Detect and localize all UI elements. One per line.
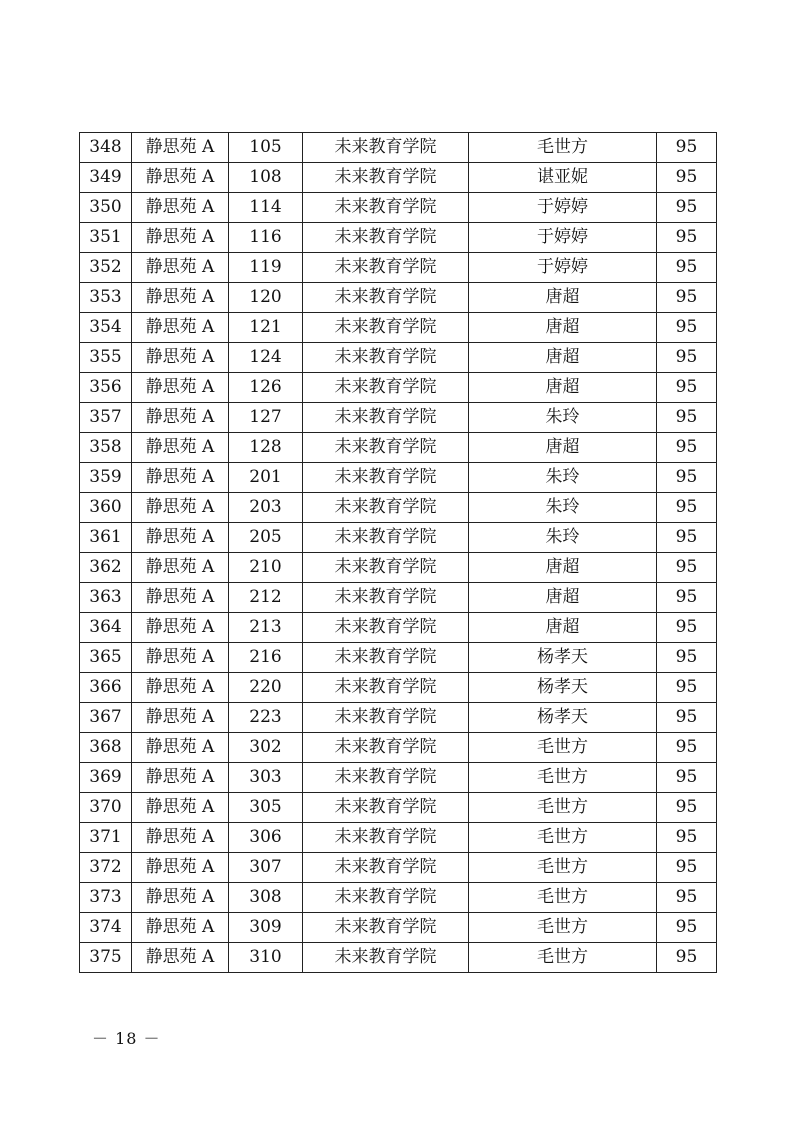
cell-building: 静思苑 A: [132, 703, 229, 733]
cell-score: 95: [657, 943, 717, 973]
cell-building: 静思苑 A: [132, 583, 229, 613]
cell-serial-number: 369: [80, 763, 132, 793]
cell-name: 毛世方: [469, 793, 657, 823]
cell-room-number: 108: [229, 163, 303, 193]
cell-serial-number: 365: [80, 643, 132, 673]
cell-name: 朱玲: [469, 463, 657, 493]
table-row: [80, 763, 717, 793]
cell-building: 静思苑 A: [132, 523, 229, 553]
cell-serial-number: 372: [80, 853, 132, 883]
table-row: [80, 583, 717, 613]
table-row: [80, 373, 717, 403]
cell-name: 于婷婷: [469, 223, 657, 253]
cell-college: 未来教育学院: [303, 403, 469, 433]
cell-name: 毛世方: [469, 853, 657, 883]
cell-serial-number: 370: [80, 793, 132, 823]
cell-name: 朱玲: [469, 403, 657, 433]
cell-name: 唐超: [469, 313, 657, 343]
cell-serial-number: 363: [80, 583, 132, 613]
cell-score: 95: [657, 673, 717, 703]
cell-serial-number: 349: [80, 163, 132, 193]
cell-room-number: 210: [229, 553, 303, 583]
table-row: [80, 343, 717, 373]
cell-college: 未来教育学院: [303, 433, 469, 463]
cell-room-number: 203: [229, 493, 303, 523]
cell-score: 95: [657, 553, 717, 583]
cell-college: 未来教育学院: [303, 373, 469, 403]
cell-name: 毛世方: [469, 133, 657, 163]
cell-serial-number: 355: [80, 343, 132, 373]
cell-serial-number: 348: [80, 133, 132, 163]
cell-score: 95: [657, 403, 717, 433]
table-row: [80, 193, 717, 223]
cell-score: 95: [657, 193, 717, 223]
cell-college: 未来教育学院: [303, 763, 469, 793]
cell-college: 未来教育学院: [303, 883, 469, 913]
cell-college: 未来教育学院: [303, 223, 469, 253]
cell-score: 95: [657, 793, 717, 823]
cell-college: 未来教育学院: [303, 253, 469, 283]
cell-college: 未来教育学院: [303, 793, 469, 823]
cell-building: 静思苑 A: [132, 763, 229, 793]
table-row: [80, 613, 717, 643]
cell-building: 静思苑 A: [132, 853, 229, 883]
table-row: [80, 883, 717, 913]
cell-name: 唐超: [469, 583, 657, 613]
cell-building: 静思苑 A: [132, 793, 229, 823]
cell-score: 95: [657, 373, 717, 403]
cell-serial-number: 354: [80, 313, 132, 343]
cell-building: 静思苑 A: [132, 643, 229, 673]
cell-college: 未来教育学院: [303, 163, 469, 193]
cell-building: 静思苑 A: [132, 373, 229, 403]
cell-name: 唐超: [469, 553, 657, 583]
table-row: [80, 943, 717, 973]
cell-college: 未来教育学院: [303, 463, 469, 493]
cell-score: 95: [657, 313, 717, 343]
cell-college: 未来教育学院: [303, 493, 469, 523]
cell-score: 95: [657, 913, 717, 943]
cell-name: 毛世方: [469, 913, 657, 943]
table-row: [80, 133, 717, 163]
table-row: [80, 913, 717, 943]
cell-room-number: 128: [229, 433, 303, 463]
cell-room-number: 223: [229, 703, 303, 733]
table-row: [80, 223, 717, 253]
table-body: [80, 133, 717, 973]
cell-score: 95: [657, 523, 717, 553]
cell-score: 95: [657, 883, 717, 913]
cell-name: 毛世方: [469, 733, 657, 763]
cell-building: 静思苑 A: [132, 883, 229, 913]
cell-serial-number: 356: [80, 373, 132, 403]
cell-building: 静思苑 A: [132, 253, 229, 283]
cell-score: 95: [657, 133, 717, 163]
cell-score: 95: [657, 583, 717, 613]
cell-name: 唐超: [469, 373, 657, 403]
cell-building: 静思苑 A: [132, 463, 229, 493]
table-row: [80, 673, 717, 703]
cell-score: 95: [657, 283, 717, 313]
cell-building: 静思苑 A: [132, 553, 229, 583]
table-row: [80, 253, 717, 283]
table-row: [80, 853, 717, 883]
cell-score: 95: [657, 223, 717, 253]
table-row: [80, 703, 717, 733]
cell-room-number: 216: [229, 643, 303, 673]
table-row: [80, 793, 717, 823]
cell-college: 未来教育学院: [303, 313, 469, 343]
cell-serial-number: 353: [80, 283, 132, 313]
cell-serial-number: 374: [80, 913, 132, 943]
cell-building: 静思苑 A: [132, 283, 229, 313]
cell-serial-number: 359: [80, 463, 132, 493]
cell-serial-number: 367: [80, 703, 132, 733]
cell-building: 静思苑 A: [132, 313, 229, 343]
cell-serial-number: 360: [80, 493, 132, 523]
cell-name: 于婷婷: [469, 253, 657, 283]
cell-score: 95: [657, 163, 717, 193]
table-row: [80, 283, 717, 313]
cell-college: 未来教育学院: [303, 583, 469, 613]
cell-name: 朱玲: [469, 523, 657, 553]
cell-college: 未来教育学院: [303, 343, 469, 373]
cell-building: 静思苑 A: [132, 733, 229, 763]
dormitory-score-table: [79, 132, 717, 973]
cell-serial-number: 352: [80, 253, 132, 283]
cell-serial-number: 368: [80, 733, 132, 763]
cell-serial-number: 351: [80, 223, 132, 253]
cell-room-number: 307: [229, 853, 303, 883]
cell-room-number: 121: [229, 313, 303, 343]
cell-college: 未来教育学院: [303, 913, 469, 943]
cell-college: 未来教育学院: [303, 943, 469, 973]
cell-building: 静思苑 A: [132, 913, 229, 943]
cell-college: 未来教育学院: [303, 193, 469, 223]
cell-room-number: 305: [229, 793, 303, 823]
cell-name: 杨孝天: [469, 703, 657, 733]
cell-college: 未来教育学院: [303, 613, 469, 643]
cell-room-number: 310: [229, 943, 303, 973]
cell-score: 95: [657, 703, 717, 733]
cell-score: 95: [657, 463, 717, 493]
cell-name: 毛世方: [469, 943, 657, 973]
cell-college: 未来教育学院: [303, 133, 469, 163]
cell-room-number: 116: [229, 223, 303, 253]
cell-room-number: 120: [229, 283, 303, 313]
cell-serial-number: 364: [80, 613, 132, 643]
cell-room-number: 127: [229, 403, 303, 433]
cell-name: 杨孝天: [469, 673, 657, 703]
cell-score: 95: [657, 763, 717, 793]
cell-room-number: 212: [229, 583, 303, 613]
cell-room-number: 205: [229, 523, 303, 553]
table-row: [80, 733, 717, 763]
table-row: [80, 493, 717, 523]
table-row: [80, 403, 717, 433]
cell-college: 未来教育学院: [303, 643, 469, 673]
cell-name: 唐超: [469, 343, 657, 373]
cell-college: 未来教育学院: [303, 523, 469, 553]
cell-score: 95: [657, 493, 717, 523]
cell-room-number: 303: [229, 763, 303, 793]
table-row: [80, 553, 717, 583]
cell-college: 未来教育学院: [303, 553, 469, 583]
cell-serial-number: 357: [80, 403, 132, 433]
cell-score: 95: [657, 823, 717, 853]
cell-room-number: 220: [229, 673, 303, 703]
cell-serial-number: 361: [80, 523, 132, 553]
cell-building: 静思苑 A: [132, 943, 229, 973]
cell-serial-number: 350: [80, 193, 132, 223]
cell-name: 毛世方: [469, 883, 657, 913]
cell-serial-number: 373: [80, 883, 132, 913]
table-row: [80, 463, 717, 493]
table-row: [80, 523, 717, 553]
cell-college: 未来教育学院: [303, 853, 469, 883]
cell-score: 95: [657, 253, 717, 283]
cell-score: 95: [657, 643, 717, 673]
cell-college: 未来教育学院: [303, 283, 469, 313]
cell-name: 毛世方: [469, 763, 657, 793]
cell-name: 唐超: [469, 283, 657, 313]
cell-room-number: 119: [229, 253, 303, 283]
table-row: [80, 823, 717, 853]
cell-room-number: 309: [229, 913, 303, 943]
cell-building: 静思苑 A: [132, 433, 229, 463]
cell-building: 静思苑 A: [132, 403, 229, 433]
cell-building: 静思苑 A: [132, 343, 229, 373]
cell-score: 95: [657, 343, 717, 373]
cell-room-number: 308: [229, 883, 303, 913]
cell-college: 未来教育学院: [303, 823, 469, 853]
cell-building: 静思苑 A: [132, 133, 229, 163]
cell-score: 95: [657, 613, 717, 643]
cell-serial-number: 366: [80, 673, 132, 703]
cell-serial-number: 362: [80, 553, 132, 583]
cell-room-number: 201: [229, 463, 303, 493]
cell-room-number: 114: [229, 193, 303, 223]
cell-room-number: 124: [229, 343, 303, 373]
cell-serial-number: 371: [80, 823, 132, 853]
cell-college: 未来教育学院: [303, 703, 469, 733]
page-number: － 18 －: [92, 1029, 161, 1048]
cell-name: 谌亚妮: [469, 163, 657, 193]
table-row: [80, 163, 717, 193]
cell-room-number: 105: [229, 133, 303, 163]
cell-building: 静思苑 A: [132, 193, 229, 223]
cell-building: 静思苑 A: [132, 823, 229, 853]
table-row: [80, 313, 717, 343]
cell-college: 未来教育学院: [303, 673, 469, 703]
cell-college: 未来教育学院: [303, 733, 469, 763]
cell-score: 95: [657, 433, 717, 463]
cell-name: 毛世方: [469, 823, 657, 853]
cell-serial-number: 358: [80, 433, 132, 463]
cell-building: 静思苑 A: [132, 613, 229, 643]
cell-score: 95: [657, 853, 717, 883]
cell-name: 唐超: [469, 613, 657, 643]
cell-score: 95: [657, 733, 717, 763]
cell-room-number: 302: [229, 733, 303, 763]
cell-name: 杨孝天: [469, 643, 657, 673]
table-row: [80, 433, 717, 463]
cell-name: 朱玲: [469, 493, 657, 523]
cell-name: 唐超: [469, 433, 657, 463]
cell-name: 于婷婷: [469, 193, 657, 223]
cell-building: 静思苑 A: [132, 673, 229, 703]
dormitory-table-wrapper: [79, 132, 716, 973]
cell-room-number: 126: [229, 373, 303, 403]
table-row: [80, 643, 717, 673]
cell-building: 静思苑 A: [132, 493, 229, 523]
cell-building: 静思苑 A: [132, 163, 229, 193]
cell-building: 静思苑 A: [132, 223, 229, 253]
cell-room-number: 306: [229, 823, 303, 853]
cell-serial-number: 375: [80, 943, 132, 973]
cell-room-number: 213: [229, 613, 303, 643]
